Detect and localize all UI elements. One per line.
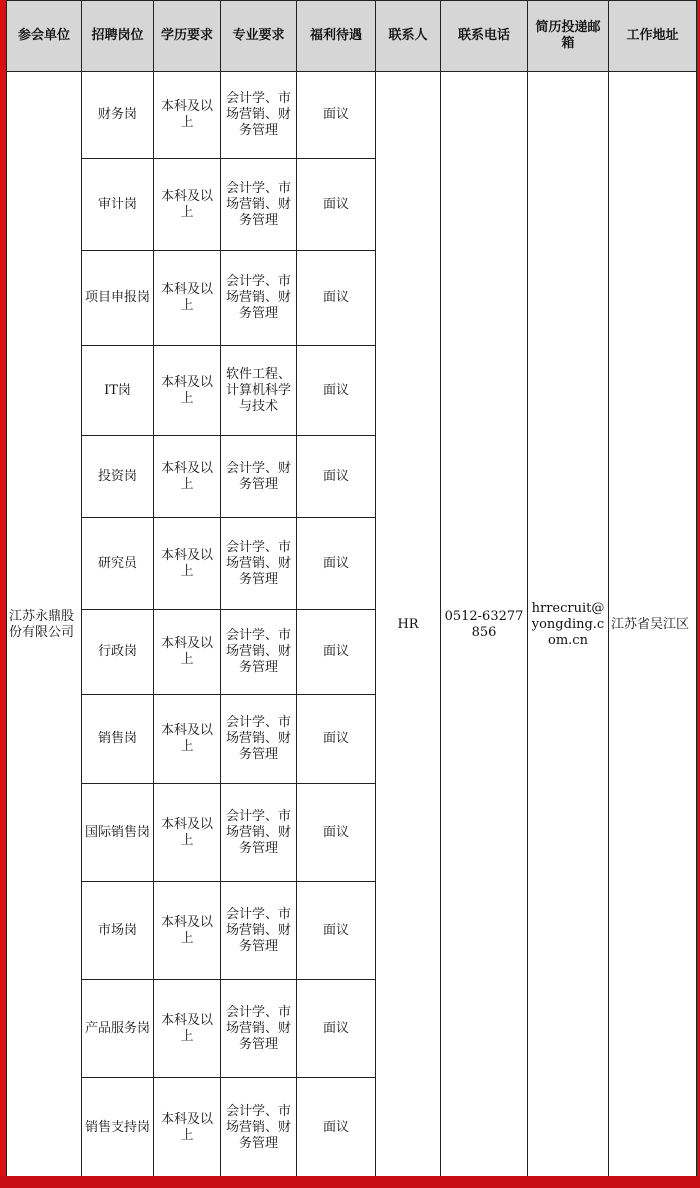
- header-major: 专业要求: [221, 1, 297, 72]
- major-cell: 会计学、市场营销、财务管理: [221, 72, 297, 159]
- major-cell: 会计学、市场营销、财务管理: [221, 251, 297, 346]
- major-cell: 会计学、财务管理: [221, 436, 297, 518]
- major-cell: 会计学、市场营销、财务管理: [221, 980, 297, 1078]
- position-cell: 市场岗: [82, 882, 154, 980]
- phone-cell: 0512-63277856: [441, 72, 528, 1178]
- header-location: 工作地址: [609, 1, 697, 72]
- bottom-red-band: [0, 1176, 700, 1188]
- education-cell: 本科及以上: [154, 251, 221, 346]
- education-cell: 本科及以上: [154, 695, 221, 784]
- education-cell: 本科及以上: [154, 436, 221, 518]
- education-cell: 本科及以上: [154, 610, 221, 695]
- table-row: [7, 72, 697, 159]
- benefits-cell: 面议: [297, 695, 376, 784]
- benefits-cell: 面议: [297, 72, 376, 159]
- education-cell: 本科及以上: [154, 980, 221, 1078]
- header-phone: 联系电话: [441, 1, 528, 72]
- position-cell: 国际销售岗: [82, 784, 154, 882]
- benefits-cell: 面议: [297, 1078, 376, 1178]
- position-cell: 研究员: [82, 518, 154, 610]
- header-benefits: 福利待遇: [297, 1, 376, 72]
- major-cell: 会计学、市场营销、财务管理: [221, 610, 297, 695]
- education-cell: 本科及以上: [154, 72, 221, 159]
- table-body: [7, 72, 697, 1178]
- education-cell: 本科及以上: [154, 518, 221, 610]
- email-cell: hrrecruit@yongding.com.cn: [528, 72, 609, 1178]
- position-cell: 产品服务岗: [82, 980, 154, 1078]
- contact-cell: HR: [376, 72, 441, 1178]
- position-cell: 投资岗: [82, 436, 154, 518]
- education-cell: 本科及以上: [154, 784, 221, 882]
- position-cell: 行政岗: [82, 610, 154, 695]
- benefits-cell: 面议: [297, 610, 376, 695]
- benefits-cell: 面议: [297, 436, 376, 518]
- major-cell: 会计学、市场营销、财务管理: [221, 1078, 297, 1178]
- major-cell: 会计学、市场营销、财务管理: [221, 695, 297, 784]
- benefits-cell: 面议: [297, 346, 376, 436]
- position-cell: 审计岗: [82, 159, 154, 251]
- header-position: 招聘岗位: [82, 1, 154, 72]
- company-cell: 江苏永鼎股份有限公司: [7, 72, 82, 1178]
- header-education: 学历要求: [154, 1, 221, 72]
- position-cell: 财务岗: [82, 72, 154, 159]
- major-cell: 会计学、市场营销、财务管理: [221, 882, 297, 980]
- position-cell: 销售岗: [82, 695, 154, 784]
- benefits-cell: 面议: [297, 882, 376, 980]
- position-cell: 项目申报岗: [82, 251, 154, 346]
- position-cell: IT岗: [82, 346, 154, 436]
- benefits-cell: 面议: [297, 251, 376, 346]
- major-cell: 软件工程、计算机科学与技术: [221, 346, 297, 436]
- benefits-cell: 面议: [297, 980, 376, 1078]
- header-contact: 联系人: [376, 1, 441, 72]
- education-cell: 本科及以上: [154, 882, 221, 980]
- benefits-cell: 面议: [297, 159, 376, 251]
- major-cell: 会计学、市场营销、财务管理: [221, 784, 297, 882]
- header-email: 简历投递邮箱: [528, 1, 609, 72]
- education-cell: 本科及以上: [154, 1078, 221, 1178]
- recruitment-table: [6, 0, 697, 1178]
- education-cell: 本科及以上: [154, 159, 221, 251]
- major-cell: 会计学、市场营销、财务管理: [221, 518, 297, 610]
- table-header-row: [7, 1, 697, 72]
- benefits-cell: 面议: [297, 784, 376, 882]
- benefits-cell: 面议: [297, 518, 376, 610]
- header-company: 参会单位: [7, 1, 82, 72]
- recruitment-sheet: [6, 0, 696, 1176]
- position-cell: 销售支持岗: [82, 1078, 154, 1178]
- location-cell: 江苏省吴江区: [609, 72, 697, 1178]
- major-cell: 会计学、市场营销、财务管理: [221, 159, 297, 251]
- education-cell: 本科及以上: [154, 346, 221, 436]
